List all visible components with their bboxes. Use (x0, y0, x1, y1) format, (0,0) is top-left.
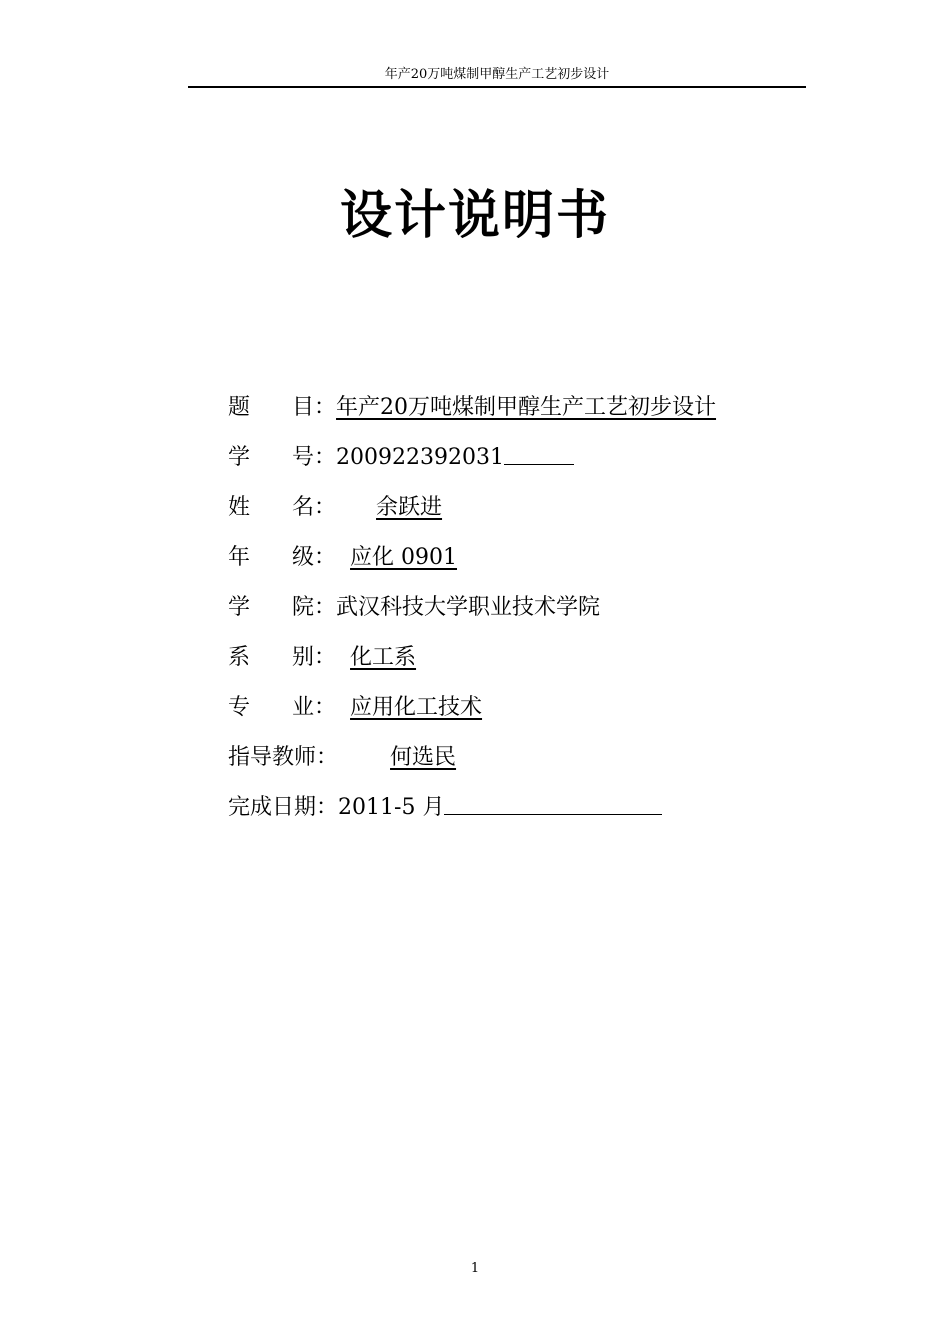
field-colon: ： (314, 595, 337, 620)
field-colon: ： (314, 545, 337, 570)
field-label: 年 (228, 545, 251, 570)
department-value: 化工系 (350, 645, 417, 670)
advisor-value: 何选民 (390, 745, 457, 770)
header-divider (188, 86, 806, 88)
field-label: 目 (292, 395, 315, 420)
field-colon: ： (314, 495, 337, 520)
field-label: 学 (228, 595, 251, 620)
running-header: 年产20万吨煤制甲醇生产工艺初步设计 (384, 67, 610, 82)
college-value: 武汉科技大学职业技术学院 (336, 595, 601, 620)
field-grade (228, 540, 547, 576)
subject-value: 年产20万吨煤制甲醇生产工艺初步设计 (336, 395, 717, 420)
field-label: 名 (292, 495, 315, 520)
field-label: 级 (292, 545, 315, 570)
name-value: 余跃进 (376, 495, 443, 520)
grade-value: 应化 0901 (350, 545, 458, 570)
field-advisor (228, 740, 546, 776)
field-completion-date (228, 790, 662, 826)
field-department (228, 640, 762, 676)
field-colon: ： (316, 745, 339, 770)
page-number: 1 (470, 1261, 480, 1276)
field-label: 专 (228, 695, 251, 720)
field-colon: ： (314, 395, 337, 420)
field-label: 姓 (228, 495, 251, 520)
field-name (228, 490, 684, 526)
field-label: 学 (228, 445, 251, 470)
major-value: 应用化工技术 (350, 695, 483, 720)
field-colon: ： (314, 645, 337, 670)
completion-value: 2011-5 月 (338, 795, 445, 820)
field-label: 别 (292, 645, 315, 670)
student-id-value: 200922392031 (336, 445, 504, 470)
document-title: 设计说明书 (339, 186, 610, 246)
field-student-id (228, 440, 574, 476)
field-label: 完成日期 (228, 795, 317, 820)
field-colon: ： (314, 445, 337, 470)
field-label: 题 (228, 395, 251, 420)
field-college (228, 590, 600, 626)
underline-blank (444, 814, 662, 815)
field-colon: ： (316, 795, 339, 820)
field-label: 指导教师 (228, 745, 317, 770)
field-subject (228, 390, 728, 426)
underline-blank (504, 464, 574, 465)
field-label: 业 (292, 695, 315, 720)
field-label: 系 (228, 645, 251, 670)
field-label: 院 (292, 595, 315, 620)
field-colon: ： (314, 695, 337, 720)
field-major (228, 690, 688, 726)
field-label: 号 (292, 445, 315, 470)
